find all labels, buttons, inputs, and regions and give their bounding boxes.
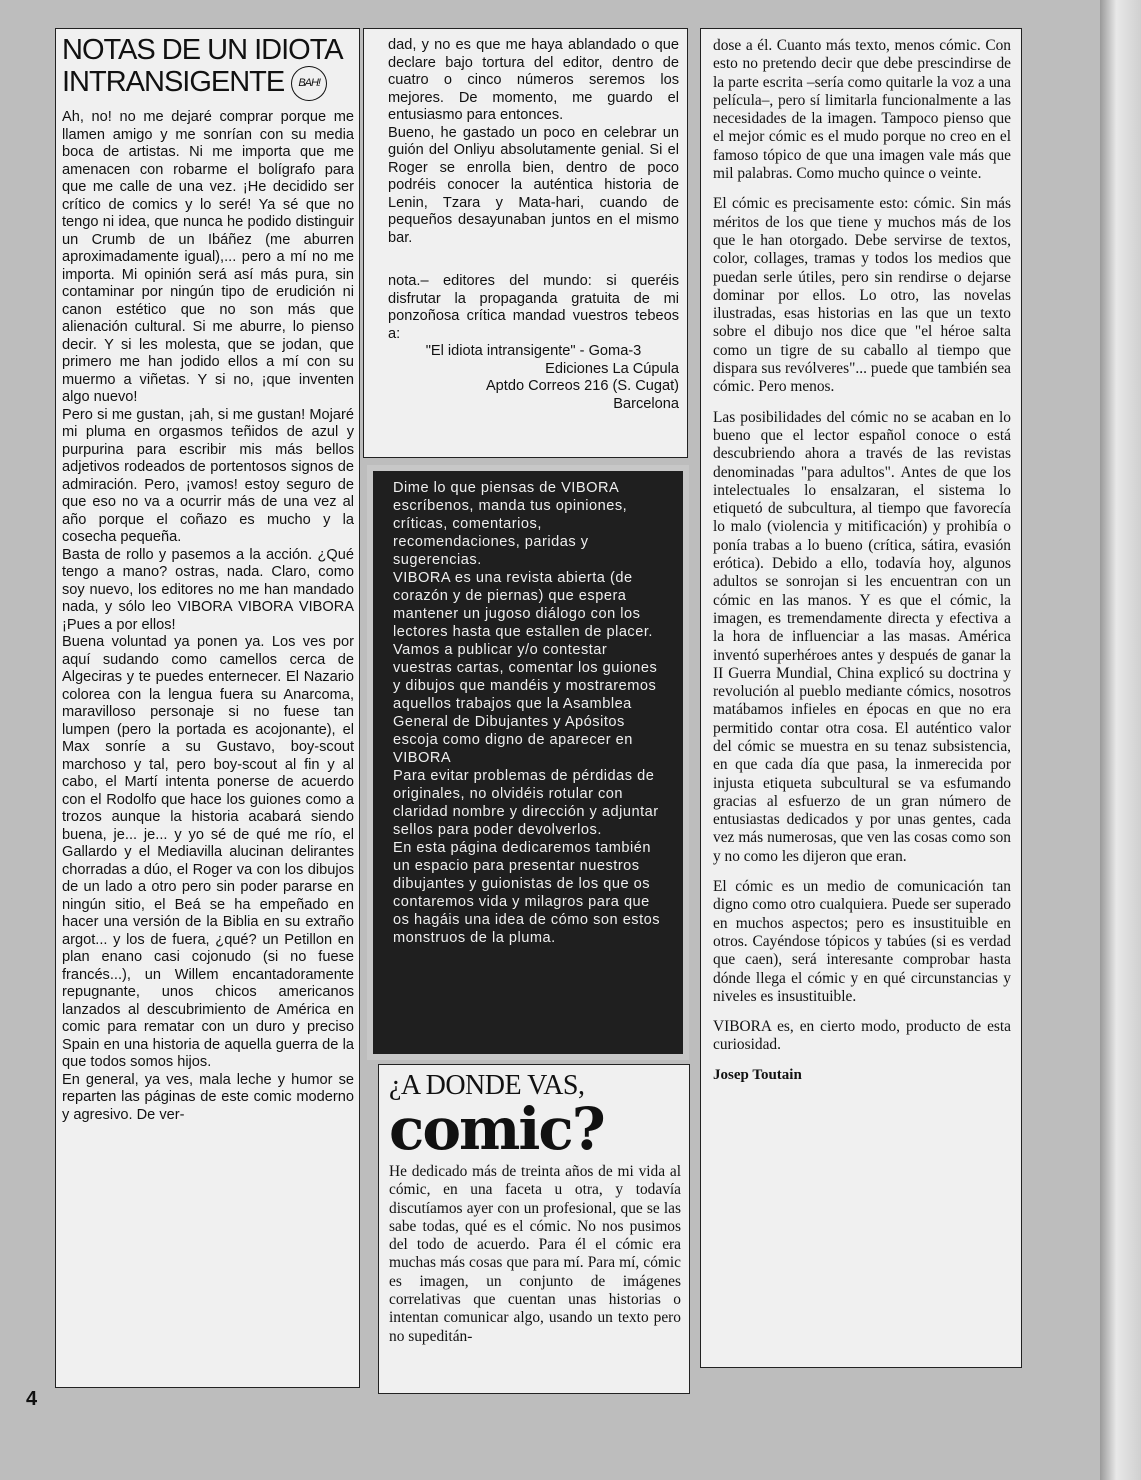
article-continuation	[363, 28, 688, 458]
paragraph: El cómic es un medio de comunicación tan digno como otro cualquiera. Puede ser superado en muchos aspectos; pero es insustituible en otros. Cayéndose tópicos y tabúes (si es verdad que caen), será interesante comprobar hasta dónde llega el cómic y en qué circunstancias y niveles es insustituible.	[713, 878, 1011, 1005]
article-donde-vas-continuation	[700, 28, 1022, 1368]
page-edge	[1100, 0, 1141, 1480]
paragraph: Bueno, he gastado un poco en celebrar un guión del Onliyu absolutamente genial. Si el Roger se enrolla bien, dentro de poco podréis conocer la auténtica historia de Lenin, Tzara y Mata-hari, cuando de pequeños desayunaban juntos en el mismo bar.	[388, 124, 679, 246]
paragraph-nota: nota.– editores del mundo: si queréis disfrutar la propaganda gratuita de mi ponzoñosa crítica mandad vuestros tebeos a:	[388, 273, 679, 342]
article-title-comic: comic?	[389, 1095, 604, 1163]
address-line: Ediciones La Cúpula	[545, 360, 679, 377]
paragraph: He dedicado más de treinta años de mi vida al cómic, en una faceta u otra, y todavía discutíamos ayer con un profesional, que se las sabe todas, qué es el cómic. No nos pusimos del todo de acuerdo. Para él el cómic era muchas más cosas que para mí. Para mí, cómic es imagen, un conjunto de imágenes correlativas que cuentan unas historias o intentan comunicar algo, usando un texto pero no supeditán-	[389, 1163, 681, 1345]
paragraph: VIBORA es una revista abierta (de corazón y de piernas) que espera mantener un jugoso diálogo con los lectores hasta que estallen de placer.	[393, 570, 653, 640]
headline-line-1: NOTAS DE UN IDIOTA	[62, 34, 343, 66]
headline-line-2: INTRANSIGENTE	[62, 66, 285, 99]
paragraph: Dime lo que piensas de VIBORA escríbenos, manda tus opiniones, críticas, comentarios, recomendaciones, paridas y sugerencias.	[393, 480, 628, 568]
mailing-address	[388, 343, 679, 413]
address-line: Aptdo Correos 216 (S. Cugat)	[485, 378, 679, 394]
paragraph: Las posibilidades del cómic no se acaban en lo bueno que el lector español conoce o está descubriendo ahora a través de las revistas denominadas "para adultos". Antes de que los intelectuales lo ensalzaran, el sistema lo etiquetó de subcultura, al tiempo que favorecía lo malo (violencia y mitificación) y prohibía o ponía trabas a lo bueno (crítica, sátira, evasión erótica). Debido a ello, todavía hoy, algunos adultos se sonrojan si les encuentran con un cómic en las manos. Y es que el cómic, la imagen, es tremendamente directa y efectiva a la hora de influenciar a las masas. América inventó superhéroes antes y después de ganar la II Guerra Mundial, China explicó su doctrina y revolución al pueblo mediante cómics, nosotros matábamos infieles en épocas en que no era permitido contar otra cosa. El auténtico valor del cómic se muestra en su tenaz subsistencia, en que cada día que pasa, la inmerecida por injusta etiqueta subcultural se va esfumando gracias al esfuerzo de un gran número de entusiastas dedicados y por unas gentes, cada vez más numerosas, que ven las cosas como son y no como les dijeron que eran.	[713, 408, 1011, 865]
paragraph: El cómic es precisamente esto: cómic. Sin más méritos de los que tiene y muchos más de los que le han otorgado. Debe servirse de textos, color, collages, tramas y todos los medios que puedan serle útiles, pero sin rendirse o dejarse dominar por ellos. Lo otro, las novelas ilustradas, esas historias en las que un texto sobre el dibujo nos dice que "el héroe salta como un tigre de su caballo al tiempo que dispara sus revólveres"... puede que también sea cómic. Pero menos.	[713, 195, 1011, 396]
paragraph: dad, y no es que me haya ablandado o que declare bajo tortura del editor, dentro de cuatro o cinco números seremos los mejores. De momento, me guardo el entusiasmo para entonces.	[388, 37, 679, 123]
page-number: 4	[26, 1388, 38, 1410]
article-donde-vas-comic	[378, 1064, 690, 1394]
bah-speech-bubble: BAH!	[291, 66, 327, 101]
paragraph: En general, ya ves, mala leche y humor se reparten las páginas de este comic moderno y agresivo. De ver-	[62, 1071, 354, 1123]
author-signature: Josep Toutain	[713, 1066, 802, 1083]
paragraph: Vamos a publicar y/o contestar vuestras cartas, comentar los guiones y dibujos que mandéis y mostraremos aquellos trabajos que la Asamblea General de Dibujantes y Apósitos escoja como digno de aparecer en VIBORA	[393, 642, 658, 766]
article-notas-idiota	[55, 28, 360, 1388]
article-kicker: ¿A DONDE VAS,	[389, 1070, 585, 1101]
article-headline	[62, 35, 354, 101]
paragraph: En esta página dedicaremos también un espacio para presentar nuestros dibujantes y guionistas de los que os contaremos vida y milagros para que os hagáis una idea de cómo son estos monstruos de la pluma.	[393, 840, 661, 946]
paragraph: Pero si me gustan, ¡ah, si me gustan! Mojaré mi pluma en orgasmos teñidos de azul y purpurina para escribir mis más bellos adjetivos rodeados de portentosos signos de admiración. Pero, ¡vamos! estoy seguro de que eso no va a ocurrir más de una vez al año porque el coñazo es mucho y la cosecha pequeña.	[62, 406, 354, 545]
paragraph: VIBORA es, en cierto modo, producto de esta curiosidad.	[713, 1018, 1011, 1054]
address-line: Barcelona	[613, 395, 679, 412]
paragraph: Buena voluntad ya ponen ya. Los ves por aquí sudando como camellos cerca de Algeciras y te puedes enternecer. El Nazario colorea con la lengua fuera su Anarcoma, maravilloso personaje si no fuese tan lumpen (pero la portada es acojonante), el Max sonríe a su Gustavo, boy-scout marchoso y tal, pero boy-scout al fin y al cabo, el Martí intenta ponerse de acuerdo con el Rodolfo que hace los guiones como a trozos aunque la historia acabará siendo buena, je... je... y yo sé de qué me río, el Gallardo y el Mediavilla alucinan delirantes chorradas a dúo, el Roger va con los dibujos de un lado a otro pero sin poder pararse en ningún sitio, el Beá se ha empeñado en hacer una versión de la Biblia en su extraño argot... y los de fuera, ¿qué? un Petillon en plan enano casi cojonudo (si no fuese francés...), un Willem encantadoramente repugnante, unos chicos americanos lanzados al descubrimiento de América en comic para rematar con un duro y preciso Spain en una historia de aquella guerra de la que todos somos hijos.	[62, 634, 354, 1070]
address-line: "El idiota intransigente" - Goma-3	[425, 343, 642, 359]
paragraph: Para evitar problemas de pérdidas de originales, no olvidéis rotular con claridad nombre y dirección y adjuntar sellos para poder devolverlos.	[393, 768, 659, 838]
reader-letters-box	[367, 465, 689, 1060]
paragraph: Basta de rollo y pasemos a la acción. ¿Qué tengo a mano? ostras, nada. Claro, como soy nuevo, los editores no me han mandado nada, y sólo leo VIBORA VIBORA VIBORA ¡Pues a por ellos!	[62, 546, 354, 633]
paragraph: Ah, no! no me dejaré comprar porque me llamen amigo y me sonrían con su media boca de artistas. Ni me importa que me amenacen con robarme el bolígrafo para que me calle de una vez. ¡He decidido ser crítico de comics y lo seré! Ya sé que no tengo ni idea, que nunca he podido distinguir un Crumb de un Ibáñez (me aburren aproximadamente igual),... pero a mí no me importa. Mi opinión será así más pura, sin contaminar por ningún tipo de erudición ni canon estético que no son más que alienación cultural. Si me aburre, lo pienso decir. Y si les molesta, que se jodan, que primero me han jodido ellos a mí con su muermo a viñetas. Y si no, ¡que inventen algo nuevo!	[62, 109, 354, 405]
paragraph: dose a él. Cuanto más texto, menos cómic. Con esto no pretendo decir que debe prescindirse de la parte escrita –sería como quitarle la voz a una película–, pero sí limitarla funcionalmente a las necesidades de la imagen. Tampoco pienso que el mejor cómic es el mudo porque no creo en el famoso tópico de que una imagen vale más que mil palabras. Como mucho quince o veinte.	[713, 37, 1011, 183]
